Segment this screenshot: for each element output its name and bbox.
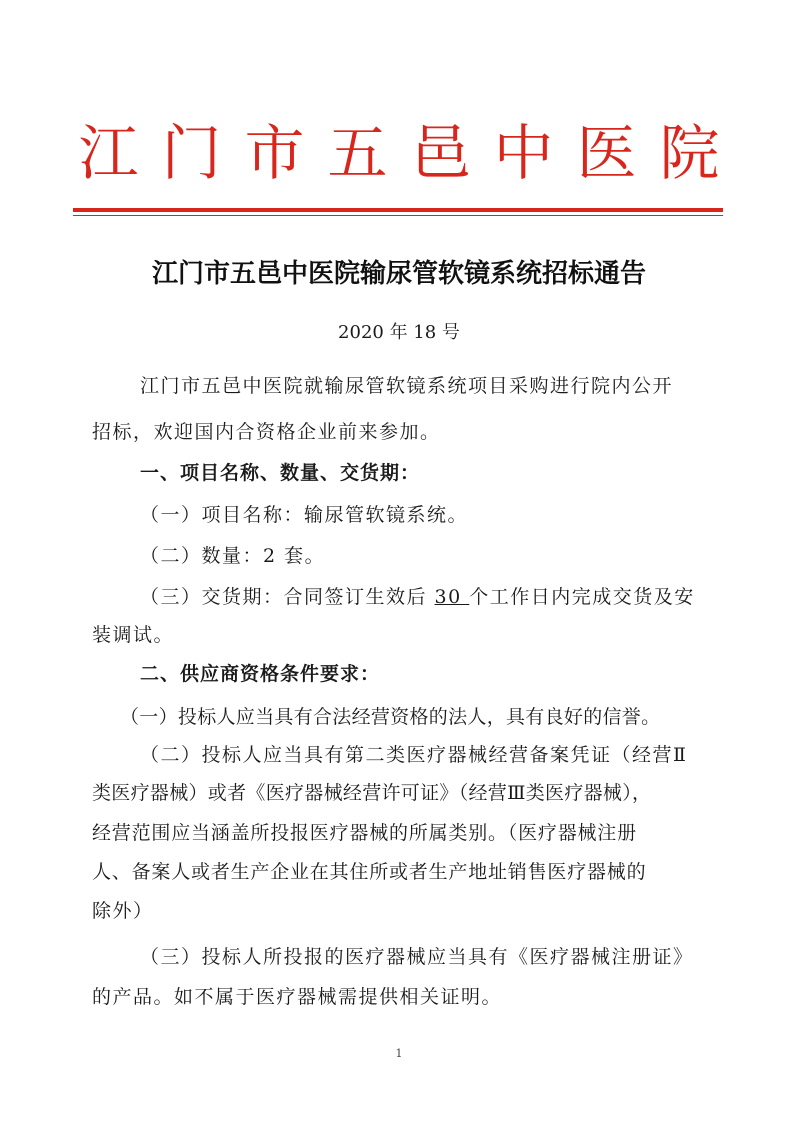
- letterhead-rule-thick: [73, 208, 723, 212]
- section-2-item-3-line-2: 的产品。如不属于医疗器械需提供相关证明。: [92, 986, 503, 1008]
- section-2-item-2-line-1: （二）投标人应当具有第二类医疗器械经营备案凭证（经营Ⅱ: [140, 744, 688, 766]
- section-2-item-2-line-5: 除外）: [92, 900, 154, 922]
- document-title: 江门市五邑中医院输尿管软镜系统招标通告: [151, 259, 646, 289]
- intro-line-1: 江门市五邑中医院就输尿管软镜系统项目采购进行院内公开: [140, 375, 674, 397]
- section-1-item-3-continued: 装调试。: [92, 624, 175, 646]
- section-2-item-3-line-1: （三）投标人所投报的医疗器械应当具有《医疗器械注册证》: [140, 946, 694, 968]
- letterhead-org-name: 江门市五邑中医院: [78, 119, 743, 189]
- section-2-item-2-line-3: 经营范围应当涵盖所投报医疗器械的所属类别。（医疗器械注册: [92, 822, 637, 844]
- section-2-item-1: （一）投标人应当具有合法经营资格的法人，具有良好的信誉。: [120, 706, 661, 728]
- section-1-heading: 一、项目名称、数量、交货期：: [140, 462, 421, 484]
- document-number: 2020 年 18 号: [338, 322, 460, 343]
- letterhead-rule-thin: [73, 215, 723, 216]
- section-1-item-1: （一）项目名称：输尿管软镜系统。: [140, 504, 469, 526]
- section-2-item-2-line-4: 人、备案人或者生产企业在其住所或者生产地址销售医疗器械的: [92, 861, 647, 883]
- delivery-days-value: 30: [434, 586, 470, 608]
- page-number: 1: [395, 1047, 403, 1060]
- section-1-item-2: （二）数量：2 套。: [140, 545, 326, 567]
- item-3-suffix: 个工作日内完成交货及安: [469, 586, 695, 608]
- section-2-heading: 二、供应商资格条件要求：: [140, 663, 381, 685]
- section-1-item-3: [140, 582, 695, 612]
- section-2-item-2-line-2: 类医疗器械）或者《医疗器械经营许可证》（经营Ⅲ类医疗器械），: [92, 782, 652, 804]
- item-3-prefix: （三）交货期：合同签订生效后: [140, 586, 435, 608]
- intro-line-2: 招标，欢迎国内合资格企业前来参加。: [92, 421, 441, 443]
